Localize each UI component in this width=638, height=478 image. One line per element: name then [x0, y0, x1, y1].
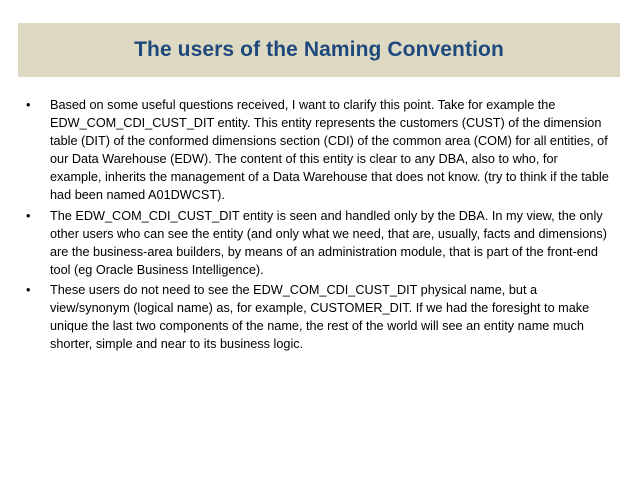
bullet-dot-icon: •: [26, 282, 31, 297]
bullet-dot-icon: •: [26, 208, 31, 223]
bullet-text: These users do not need to see the EDW_COM_CDI_CUST_DIT physical name, but a view/synonym (logical name) as, for example, CUSTOMER_DIT. If we had the foresight to make unique the last two components of the name, the rest of the world will see an entity name much shorter, simple and near to its business logic.: [50, 282, 590, 352]
bullet-item: [26, 207, 612, 279]
slide-title: The users of the Naming Convention: [134, 38, 504, 61]
bullet-list: [26, 96, 612, 355]
bullet-item: [26, 281, 612, 353]
bullet-text: The EDW_COM_CDI_CUST_DIT entity is seen and handled only by the DBA. In my view, the only other users who can see the entity (and only what we need, that are, usually, facts and dimensions) are the business-area builders, by means of an administration module, that is part of the front-end tool (eg Oracle Business Intelligence).: [50, 208, 607, 277]
bullet-item: [26, 96, 612, 205]
bullet-text: Based on some useful questions received, I want to clarify this point. Take for example the EDW_COM_CDI_CUST_DIT entity. This entity represents the customers (CUST) of the dimension table (DIT) of the conformed dimensions section (CDI) of the common area (COM) for all entities, of our Data Warehouse (EDW). The content of this entity is clear to any DBA, also to who, for example, inherits the management of a Data Warehouse that does not know. (try to think if the table had been named A01DWCST).: [50, 98, 609, 203]
title-banner: [18, 23, 620, 77]
bullet-dot-icon: •: [26, 98, 31, 112]
